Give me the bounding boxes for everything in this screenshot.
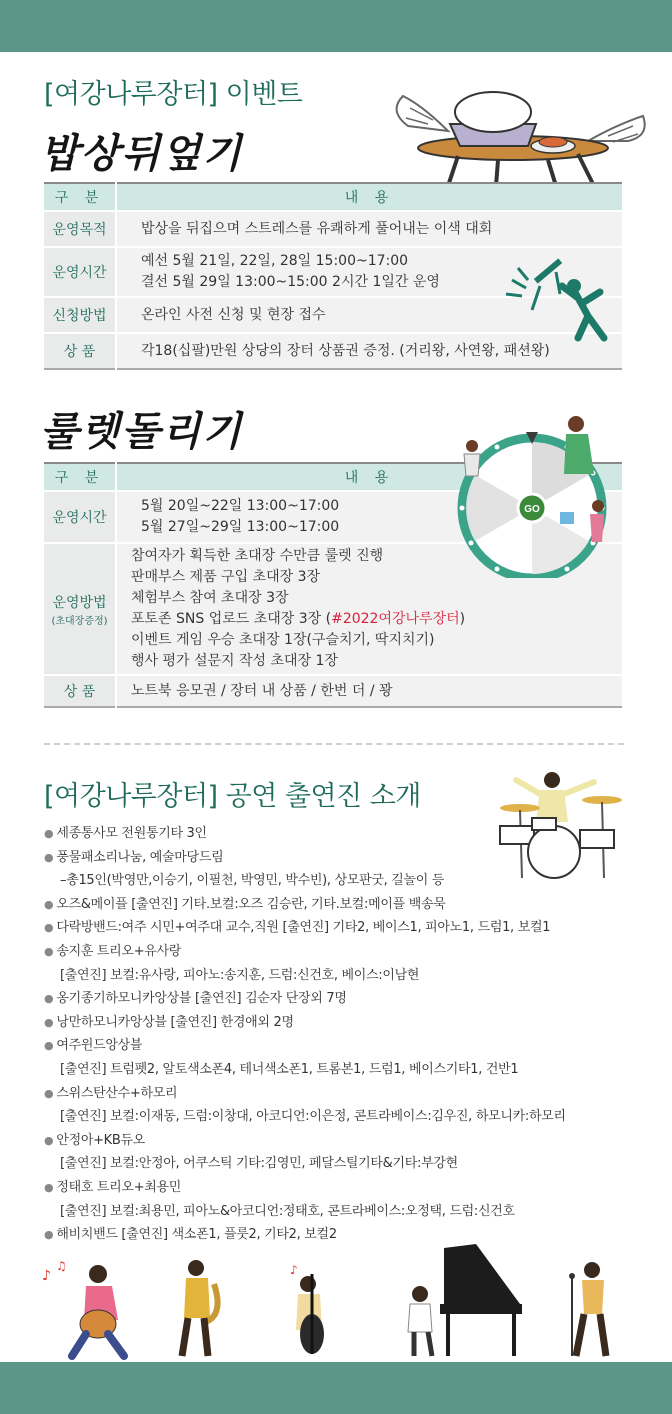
item-main: 오즈&메이플 [출연진] 기타.보컬:오즈 김승란, 기타.보컬:메이플 백송묵 <box>56 896 446 912</box>
content-line: 참여자가 획득한 초대장 수만큼 룰렛 진행 <box>131 548 384 564</box>
row-content: 각18(십팔)만원 상당의 장터 상품권 증정. (거리왕, 사연왕, 패션왕) <box>116 333 623 369</box>
item-main: 정태호 트리오+최용민 <box>56 1179 182 1195</box>
top-band <box>0 0 672 52</box>
wheel-go-button: GO <box>524 504 540 515</box>
hashtag: #2022여강나루장터 <box>331 611 460 627</box>
bullet-icon: ● <box>44 992 54 1006</box>
row-label: 상 품 <box>44 333 116 369</box>
svg-text:♫: ♫ <box>56 1259 67 1273</box>
flipping-person-illustration <box>492 250 616 342</box>
bullet-icon: ● <box>44 1133 54 1147</box>
list-item <box>44 940 644 987</box>
bullet-icon: ● <box>44 1228 54 1242</box>
item-sub: –총15인(박영만,이승기, 이필천, 박영민, 박수빈), 상모판굿, 길놀이 등 <box>60 873 445 889</box>
content-text: 포토존 SNS 업로드 초대장 3장 ( <box>131 611 332 627</box>
list-item <box>44 916 644 940</box>
roulette-title: 룰렛돌리기 <box>40 408 244 455</box>
row-content: 밥상을 뒤집으며 스트레스를 유쾌하게 풀어내는 이색 대회 <box>116 211 623 247</box>
list-item <box>44 893 644 917</box>
row-label: 신청방법 <box>44 297 116 333</box>
content-line: 이벤트 게임 우승 초대장 1장(구슬치기, 딱지치기) <box>131 632 435 648</box>
item-sub: [출연진] 보컬:이재동, 드럼:이창대, 아코디언:이은정, 콘트라베이스:김우진, 하모니카:하모리 <box>60 1109 566 1125</box>
bullet-icon: ● <box>44 1180 54 1194</box>
bullet-icon: ● <box>44 850 54 864</box>
content-line: 판매부스 제품 구입 초대장 3장 <box>131 569 320 585</box>
row-label: 상 품 <box>44 675 116 707</box>
content-line: 예선 5월 21일, 22일, 28일 15:00~17:00 <box>141 253 409 269</box>
bullet-icon: ● <box>44 1086 54 1100</box>
row-label <box>44 543 116 675</box>
item-sub: [출연진] 보컬:최용민, 피아노&아코디언:정태호, 콘트라베이스:오정택, 드럼:신건호 <box>60 1203 515 1219</box>
performer-section-title: [여강나루장터] 공연 출연진 소개 <box>44 781 421 812</box>
roulette-wheel-illustration <box>448 402 620 578</box>
row-label: 운영시간 <box>44 247 116 297</box>
row-label: 운영시간 <box>44 491 116 543</box>
list-item <box>44 987 644 1011</box>
bullet-icon: ● <box>44 897 54 911</box>
item-sub: [출연진] 트럼펫2, 알토색소폰4, 테너색소폰1, 트롬본1, 드럼1, 베이스기타1, 건반1 <box>60 1061 519 1077</box>
event-section-title: [여강나루장터] 이벤트 <box>44 79 303 110</box>
item-sub: [출연진] 보컬:안정아, 어쿠스틱 기타:김영민, 페달스틸기타&기타:부강현 <box>60 1156 458 1172</box>
content-line: 결선 5월 29일 13:00~15:00 2시간 1일간 운영 <box>141 274 440 290</box>
row-label: 운영목적 <box>44 211 116 247</box>
header-category: 구 분 <box>44 183 116 211</box>
close-paren: ) <box>459 611 466 627</box>
bullet-icon: ● <box>44 1015 54 1029</box>
performer-list <box>44 822 644 1247</box>
bottom-band <box>0 1362 672 1414</box>
table-row <box>44 675 623 707</box>
table-flip-title: 밥상뒤엎기 <box>40 130 244 177</box>
header-content: 내 용 <box>116 463 623 491</box>
item-main: 다락방밴드:여주 시민+여주대 교수,직원 [출연진] 기타2, 베이스1, 피아노1, 드럼1, 보컬1 <box>56 920 551 936</box>
item-main: 풍물패소리나눔, 예술마당드림 <box>56 849 224 865</box>
list-item <box>44 1034 644 1081</box>
section-divider <box>44 743 624 745</box>
list-item <box>44 846 644 893</box>
item-main: 해비치밴드 [출연진] 색소폰1, 플룻2, 기타2, 보컬2 <box>56 1227 337 1243</box>
item-main: 안정아+KB듀오 <box>56 1132 146 1148</box>
bullet-icon: ● <box>44 944 54 958</box>
content-line: 5월 20일~22일 13:00~17:00 <box>141 498 340 514</box>
svg-text:♪: ♪ <box>290 1263 298 1277</box>
bullet-icon: ● <box>44 827 54 840</box>
bullet-icon: ● <box>44 921 54 935</box>
item-main: 세종통사모 전원통기타 3인 <box>56 826 207 841</box>
item-main: 스위스탄산수+하모리 <box>56 1085 178 1101</box>
label-text: 운영방법 <box>52 594 107 611</box>
list-item <box>44 822 644 846</box>
row-content: 노트북 응모권 / 장터 내 상품 / 한번 더 / 꽝 <box>116 675 623 707</box>
item-sub: [출연진] 보컬:유사랑, 피아노:송지훈, 드럼:신건호, 베이스:이남현 <box>60 967 420 983</box>
svg-text:♪: ♪ <box>42 1268 51 1284</box>
list-item <box>44 1176 644 1223</box>
row-content: 온라인 사전 신청 및 현장 접수 <box>116 297 623 333</box>
table-row <box>44 211 623 247</box>
content-line: 5월 27일~29일 13:00~17:00 <box>141 519 340 535</box>
item-main: 낭만하모니카앙상블 [출연진] 한경애외 2명 <box>56 1014 294 1030</box>
bullet-icon: ● <box>44 1039 54 1053</box>
item-main: 옹기종기하모니카앙상블 [출연진] 김순자 단장외 7명 <box>56 991 347 1007</box>
list-item <box>44 1129 644 1176</box>
content-line: 체험부스 참여 초대장 3장 <box>131 590 289 606</box>
header-category: 구 분 <box>44 463 116 491</box>
header-content: 내 용 <box>116 183 623 211</box>
content-line <box>131 609 622 630</box>
musicians-illustration <box>36 1244 636 1362</box>
content-line: 행사 평가 설문지 작성 초대장 1장 <box>131 653 338 669</box>
list-item <box>44 1082 644 1129</box>
item-main: 여주윈드앙상블 <box>56 1038 143 1054</box>
item-main: 송지훈 트리오+유사랑 <box>56 943 182 959</box>
list-item <box>44 1011 644 1035</box>
flying-table-illustration <box>388 86 650 186</box>
label-subtext: (초대장증정) <box>51 615 108 627</box>
